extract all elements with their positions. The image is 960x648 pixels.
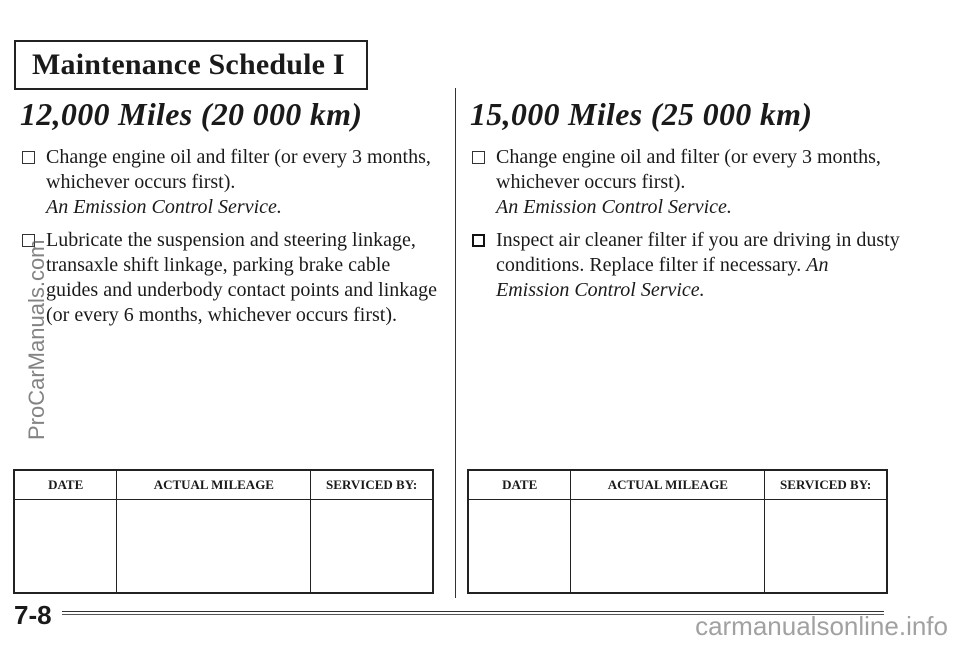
item-text: Change engine oil and filter (or every 3 months, whichever occurs first). bbox=[496, 146, 881, 193]
item-note: An Emission Control Service. bbox=[496, 254, 829, 301]
item-note: An Emission Control Service. bbox=[496, 196, 732, 218]
item-note: An Emission Control Service. bbox=[46, 196, 282, 218]
date-header: DATE bbox=[468, 470, 571, 500]
table-row bbox=[468, 500, 887, 594]
checklist-item bbox=[20, 228, 440, 328]
date-cell[interactable] bbox=[468, 500, 571, 594]
side-watermark: ProCarManuals.com bbox=[24, 239, 49, 440]
serviced-by-cell[interactable] bbox=[311, 500, 433, 594]
section-title: Maintenance Schedule I bbox=[32, 48, 345, 81]
interval-column-12000 bbox=[20, 96, 440, 336]
checkbox-icon[interactable] bbox=[472, 151, 485, 164]
interval-column-15000 bbox=[470, 96, 900, 311]
checklist-item bbox=[470, 228, 900, 303]
mileage-header: ACTUAL MILEAGE bbox=[117, 470, 311, 500]
checkbox-icon[interactable] bbox=[472, 234, 485, 247]
table-row bbox=[14, 500, 433, 594]
serviced-by-header: SERVICED BY: bbox=[765, 470, 887, 500]
section-title-box bbox=[14, 40, 368, 90]
mileage-header: ACTUAL MILEAGE bbox=[571, 470, 765, 500]
bottom-watermark: carmanualsonline.info bbox=[695, 611, 948, 641]
mileage-cell[interactable] bbox=[117, 500, 311, 594]
column-divider bbox=[455, 88, 456, 598]
item-text: Lubricate the suspension and steering linkage, transaxle shift linkage, parking brake cable guides and underbody contact points and linkage (or every 6 months, whichever occurs first). bbox=[46, 229, 438, 326]
page-number: 7-8 bbox=[14, 600, 52, 630]
date-header: DATE bbox=[14, 470, 117, 500]
service-log-table bbox=[13, 469, 434, 594]
service-log-table bbox=[467, 469, 888, 594]
mileage-cell[interactable] bbox=[571, 500, 765, 594]
date-cell[interactable] bbox=[14, 500, 117, 594]
checklist-item bbox=[20, 145, 440, 220]
table-header-row bbox=[14, 470, 433, 500]
checkbox-icon[interactable] bbox=[22, 151, 35, 164]
interval-heading: 15,000 Miles (25 000 km) bbox=[470, 96, 813, 132]
serviced-by-header: SERVICED BY: bbox=[311, 470, 433, 500]
item-text bbox=[496, 228, 900, 303]
checklist-item bbox=[470, 145, 900, 220]
item-text-main: Inspect air cleaner filter if you are driving in dusty conditions. Replace filter if necessary. bbox=[496, 229, 900, 276]
item-text: Change engine oil and filter (or every 3 months, whichever occurs first). bbox=[46, 146, 431, 193]
serviced-by-cell[interactable] bbox=[765, 500, 887, 594]
table-header-row bbox=[468, 470, 887, 500]
interval-heading: 12,000 Miles (20 000 km) bbox=[20, 96, 363, 132]
